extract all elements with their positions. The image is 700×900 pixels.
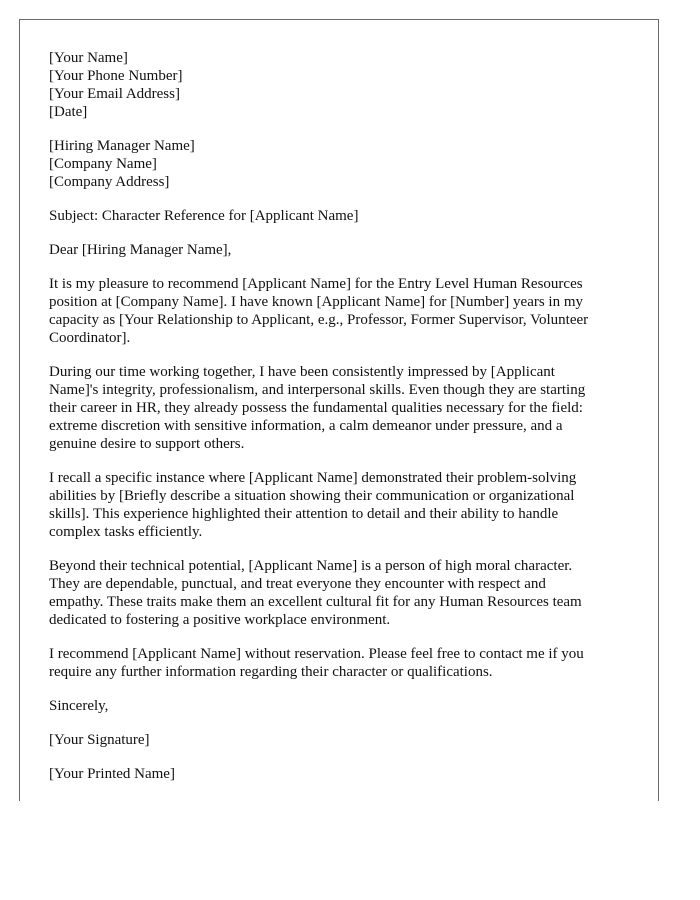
recipient-manager: [Hiring Manager Name] [49, 138, 195, 154]
recipient-address: [Company Address] [49, 174, 170, 190]
paragraph-line: position at [Company Name]. I have known [Applicant Name] for [Number] years in my [49, 294, 584, 310]
signature: [Your Signature] [49, 732, 150, 748]
paragraph-line: require any further information regarding their character or qualifications. [49, 664, 493, 680]
paragraph-line: capacity as [Your Relationship to Applicant, e.g., Professor, Former Supervisor, Volunteer [49, 312, 589, 328]
body-paragraph-2 [49, 363, 639, 453]
closing: Sincerely, [49, 698, 109, 714]
paragraph-line: Name]'s integrity, professionalism, and interpersonal skills. Even though they are starting [49, 382, 586, 398]
letter-page [19, 19, 659, 801]
body-paragraph-1 [49, 275, 639, 347]
paragraph-line: I recommend [Applicant Name] without reservation. Please feel free to contact me if you [49, 646, 584, 662]
sender-name: [Your Name] [49, 50, 128, 66]
paragraph-line: They are dependable, punctual, and treat everyone they encounter with respect and [49, 576, 546, 592]
recipient-company: [Company Name] [49, 156, 157, 172]
sender-phone: [Your Phone Number] [49, 68, 183, 84]
sender-block [49, 49, 639, 121]
recipient-block [49, 137, 639, 191]
letter-body [49, 49, 639, 799]
paragraph-line: It is my pleasure to recommend [Applicant Name] for the Entry Level Human Resources [49, 276, 583, 292]
paragraph-line: their career in HR, they already possess the fundamental qualities necessary for the field: [49, 400, 583, 416]
body-paragraph-3 [49, 469, 639, 541]
paragraph-line: abilities by [Briefly describe a situation showing their communication or organizational [49, 488, 575, 504]
paragraph-line: During our time working together, I have been consistently impressed by [Applicant [49, 364, 555, 380]
body-paragraph-4 [49, 557, 639, 629]
paragraph-line: genuine desire to support others. [49, 436, 245, 452]
body-paragraph-5 [49, 645, 639, 681]
printed-name: [Your Printed Name] [49, 766, 175, 782]
paragraph-line: dedicated to fostering a positive workplace environment. [49, 612, 391, 628]
paragraph-line: I recall a specific instance where [Applicant Name] demonstrated their problem-solving [49, 470, 577, 486]
sender-email: [Your Email Address] [49, 86, 180, 102]
paragraph-line: complex tasks efficiently. [49, 524, 203, 540]
subject-line: Subject: Character Reference for [Applicant Name] [49, 208, 359, 224]
paragraph-line: skills]. This experience highlighted their attention to detail and their ability to handle [49, 506, 559, 522]
paragraph-line: empathy. These traits make them an excellent cultural fit for any Human Resources team [49, 594, 582, 610]
paragraph-line: Coordinator]. [49, 330, 131, 346]
paragraph-line: extreme discretion with sensitive information, a calm demeanor under pressure, and a [49, 418, 563, 434]
paragraph-line: Beyond their technical potential, [Applicant Name] is a person of high moral character. [49, 558, 573, 574]
salutation: Dear [Hiring Manager Name], [49, 242, 232, 258]
letter-date: [Date] [49, 104, 88, 120]
